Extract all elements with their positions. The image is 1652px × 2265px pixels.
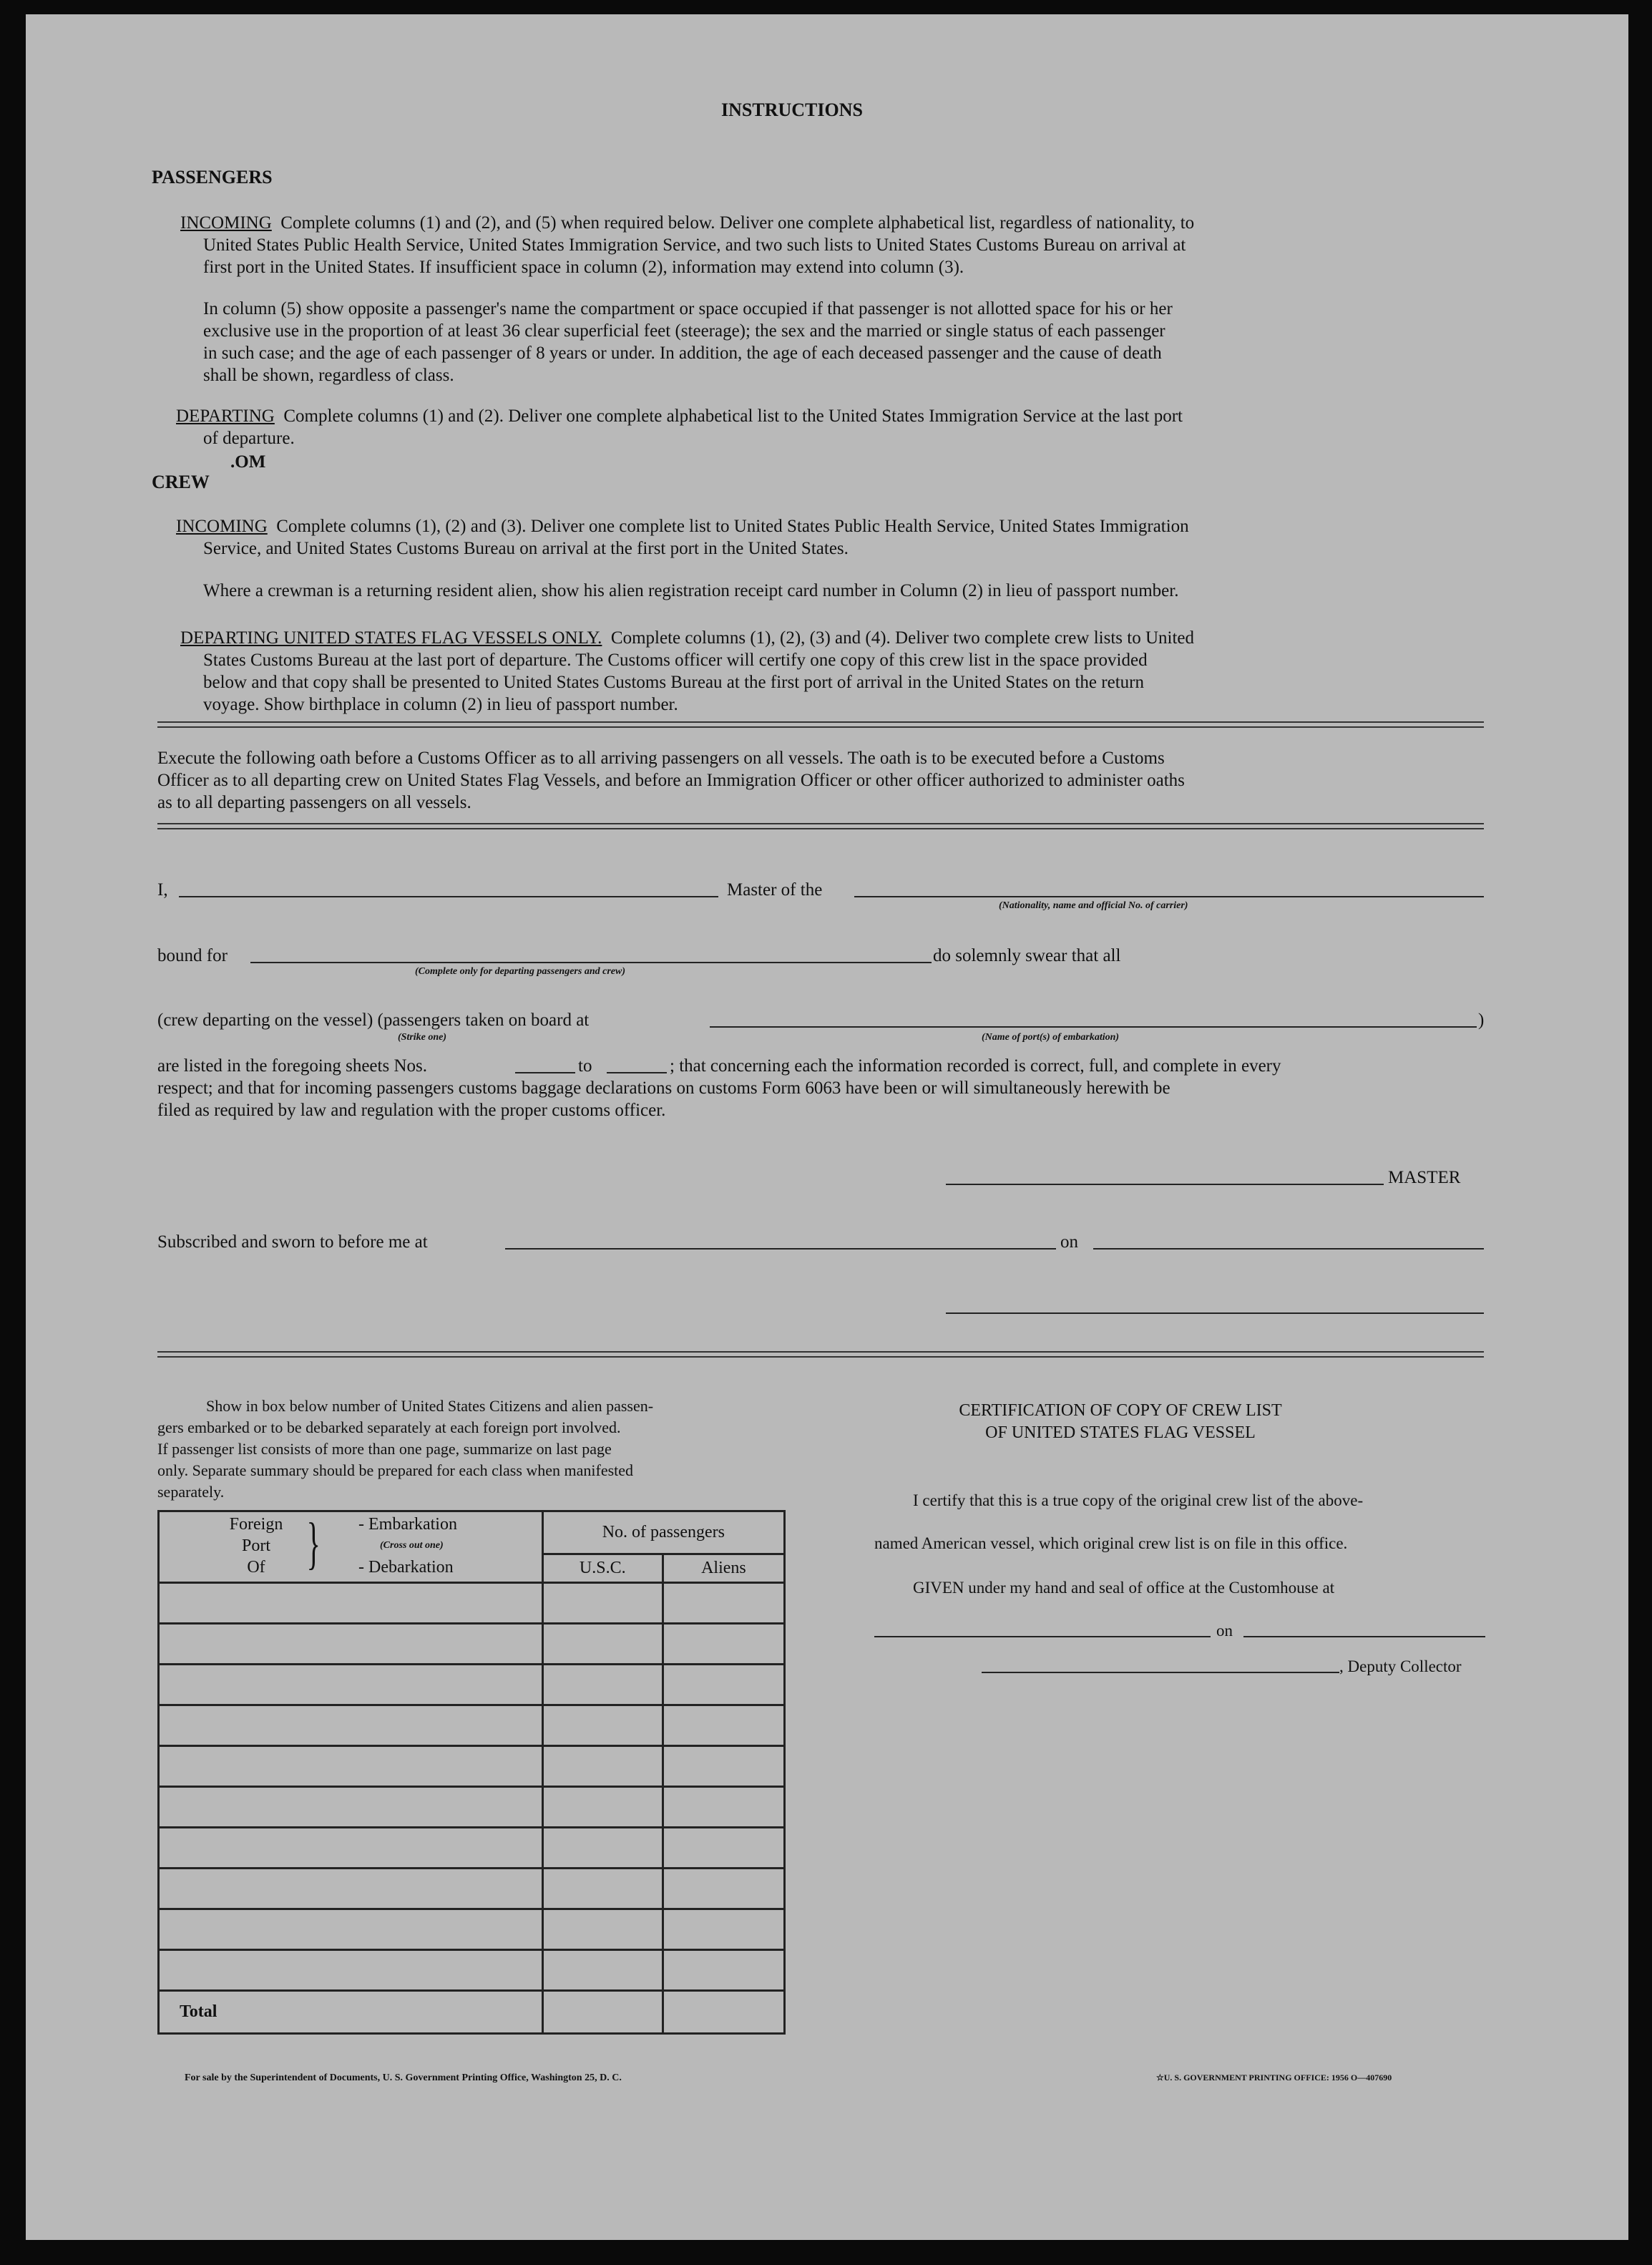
passengers-incoming-l2: United States Public Health Service, United States Immigration Service, and two such lists to United States Customs Bureau on arrival at xyxy=(203,235,1186,255)
officer-signature-field[interactable] xyxy=(946,1312,1484,1314)
passengers-departing-l1 xyxy=(176,405,1183,427)
crew-incoming-l1 xyxy=(176,515,1189,537)
bound-for-field[interactable] xyxy=(250,962,932,963)
filed-text: filed as required by law and regulation with the proper customs officer. xyxy=(157,1101,666,1120)
passengers-departing-label: DEPARTING xyxy=(176,406,275,426)
crew-alien-text: Where a crewman is a returning resident alien, show his alien registration receipt card number in Column (2) in lieu of passport number. xyxy=(203,581,1179,600)
close-paren: ) xyxy=(1478,1010,1485,1030)
column5-text-l3: in such case; and the age of each passenger of 8 years or under. In addition, the age of each deceased passenger and the cause of death xyxy=(203,344,1162,363)
table-row xyxy=(159,1665,785,1705)
aliens-cell[interactable] xyxy=(663,1909,784,1950)
aliens-cell[interactable] xyxy=(663,1950,784,1991)
cross-out-note: (Cross out one) xyxy=(380,1540,444,1551)
oath-intro-l1: Execute the following oath before a Customs Officer as to all arriving passengers on all vessels. The oath is to be executed before a Customs xyxy=(157,749,1165,768)
embarkation-port-field[interactable] xyxy=(710,1026,1477,1028)
listed-text-a: are listed in the foregoing sheets Nos. xyxy=(157,1056,427,1076)
sheet-to-field[interactable] xyxy=(607,1072,667,1073)
master-of-the-label: Master of the xyxy=(727,880,823,900)
master-label: MASTER xyxy=(1388,1168,1461,1187)
usc-cell[interactable] xyxy=(542,1583,663,1624)
embarkation-label: - Embarkation xyxy=(358,1515,457,1534)
summary-intro xyxy=(157,1395,816,1503)
sheet-from-field[interactable] xyxy=(515,1072,575,1073)
crew-incoming-text: Complete columns (1), (2) and (3). Deliver one complete list to United States Public Health Service, United States Immigration xyxy=(276,517,1189,536)
of-label: Of xyxy=(247,1558,265,1577)
table-row xyxy=(159,1583,785,1624)
aliens-total-cell[interactable] xyxy=(663,1991,784,2034)
oath-intro-l3: as to all departing passengers on all vessels. xyxy=(157,793,471,812)
subscribed-label: Subscribed and sworn to before me at xyxy=(157,1232,428,1252)
total-label: Total xyxy=(159,1991,543,2034)
certification-on-label: on xyxy=(1216,1622,1233,1640)
passengers-incoming-label: INCOMING xyxy=(180,213,272,233)
table-row xyxy=(159,1787,785,1828)
deputy-collector-signature-field[interactable] xyxy=(982,1672,1339,1673)
usc-cell[interactable] xyxy=(542,1869,663,1909)
sworn-date-field[interactable] xyxy=(1093,1248,1484,1250)
aliens-cell[interactable] xyxy=(663,1624,784,1665)
usc-cell[interactable] xyxy=(542,1746,663,1787)
usc-cell[interactable] xyxy=(542,1787,663,1828)
usc-cell[interactable] xyxy=(542,1909,663,1950)
aliens-cell[interactable] xyxy=(663,1665,784,1705)
oath-intro-l2: Officer as to all departing crew on United States Flag Vessels, and before an Immigration Officer or other officer authorized to administer oaths xyxy=(157,771,1185,790)
usc-cell[interactable] xyxy=(542,1705,663,1746)
respect-text: respect; and that for incoming passengers customs baggage declarations on customs Form 6063 have been or will simultaneously herewith be xyxy=(157,1078,1170,1098)
carrier-field[interactable] xyxy=(854,896,1484,897)
listed-text-b: ; that concerning each the information recorded is correct, full, and complete in every xyxy=(670,1056,1281,1076)
port-cell[interactable] xyxy=(159,1665,543,1705)
certification-heading xyxy=(884,1400,1357,1444)
passengers-incoming-l3: first port in the United States. If insufficient space in column (2), information may extend into column (3). xyxy=(203,258,964,277)
sworn-on-label: on xyxy=(1060,1232,1078,1252)
table-row xyxy=(159,1624,785,1665)
port-cell[interactable] xyxy=(159,1869,543,1909)
crew-departing-l2: States Customs Bureau at the last port of departure. The Customs officer will certify one copy of this crew list in the space provided xyxy=(203,651,1148,670)
certification-l1: I certify that this is a true copy of the original crew list of the above- xyxy=(913,1491,1364,1509)
table-row xyxy=(159,1705,785,1746)
page-title: INSTRUCTIONS xyxy=(721,99,863,120)
crew-heading: CREW xyxy=(152,472,210,492)
stray-mark: .OM xyxy=(230,452,266,472)
section-divider xyxy=(157,1351,1484,1358)
crew-departing-label: DEPARTING UNITED STATES FLAG VESSELS ONLY. xyxy=(180,628,602,648)
passengers-heading: PASSENGERS xyxy=(152,167,273,187)
master-signature-field[interactable] xyxy=(946,1184,1384,1185)
certification-l2: named American vessel, which original crew list is on file in this office. xyxy=(874,1534,1348,1552)
strike-one-note: (Strike one) xyxy=(398,1032,447,1043)
passengers-incoming-text: Complete columns (1) and (2), and (5) when required below. Deliver one complete alphabetical list, regardless of nationality, to xyxy=(280,213,1195,233)
port-header-cell: Foreign Port Of } - Embarkation (Cross out one) - Debarkation xyxy=(159,1511,543,1583)
section-divider xyxy=(157,721,1484,728)
do-solemnly-text: do solemnly swear that all xyxy=(933,946,1121,965)
debarkation-label: - Debarkation xyxy=(358,1558,454,1577)
usc-total-cell[interactable] xyxy=(542,1991,663,2034)
footer-left: For sale by the Superintendent of Documents, U. S. Government Printing Office, Washington 25, D. C. xyxy=(185,2072,622,2083)
usc-cell[interactable] xyxy=(542,1828,663,1869)
column5-text-l4: shall be shown, regardless of class. xyxy=(203,366,454,385)
summary-intro-l3: If passenger list consists of more than one page, summarize on last page xyxy=(157,1440,612,1458)
port-cell[interactable] xyxy=(159,1787,543,1828)
port-cell[interactable] xyxy=(159,1624,543,1665)
aliens-cell[interactable] xyxy=(663,1705,784,1746)
aliens-cell[interactable] xyxy=(663,1787,784,1828)
aliens-cell[interactable] xyxy=(663,1828,784,1869)
summary-intro-l5: separately. xyxy=(157,1483,225,1501)
section-divider xyxy=(157,823,1484,829)
port-cell[interactable] xyxy=(159,1746,543,1787)
summary-intro-l4: only. Separate summary should be prepared for each class when manifested xyxy=(157,1461,634,1479)
table-row xyxy=(159,1746,785,1787)
port-cell[interactable] xyxy=(159,1705,543,1746)
crew-departing-strike-text: (crew departing on the vessel) (passengers taken on board at xyxy=(157,1010,590,1030)
deputy-collector-label: , Deputy Collector xyxy=(1339,1657,1462,1675)
aliens-cell[interactable] xyxy=(663,1746,784,1787)
certification-l3: GIVEN under my hand and seal of office at the Customhouse at xyxy=(913,1579,1335,1597)
table-row xyxy=(159,1909,785,1950)
foreign-label: Foreign xyxy=(229,1515,283,1534)
certification-heading-l2: OF UNITED STATES FLAG VESSEL xyxy=(985,1423,1256,1442)
passengers-departing-text: Complete columns (1) and (2). Deliver one complete alphabetical list to the United States Immigration Service at the last port xyxy=(283,406,1183,426)
crew-incoming-label: INCOMING xyxy=(176,517,268,536)
port-cell[interactable] xyxy=(159,1909,543,1950)
nationality-note: (Nationality, name and official No. of carrier) xyxy=(999,900,1188,911)
table-row xyxy=(159,1869,785,1909)
usc-cell[interactable] xyxy=(542,1665,663,1705)
usc-cell[interactable] xyxy=(542,1624,663,1665)
name-of-ports-note: (Name of port(s) of embarkation) xyxy=(982,1032,1120,1043)
sworn-place-field[interactable] xyxy=(505,1248,1056,1250)
listed-to-label: to xyxy=(578,1056,592,1076)
complete-only-note: (Complete only for departing passengers and crew) xyxy=(415,966,625,977)
usc-header: U.S.C. xyxy=(542,1554,663,1583)
total-row xyxy=(159,1991,785,2034)
crew-departing-l1 xyxy=(180,627,1194,649)
aliens-header: Aliens xyxy=(663,1554,784,1583)
summary-intro-l2: gers embarked or to be debarked separately at each foreign port involved. xyxy=(157,1418,621,1436)
usc-cell[interactable] xyxy=(542,1950,663,1991)
crew-departing-l3: below and that copy shall be presented to United States Customs Bureau at the first port of arrival in the United States on the return xyxy=(203,673,1144,692)
passengers-departing-l2: of departure. xyxy=(203,429,295,448)
aliens-cell[interactable] xyxy=(663,1583,784,1624)
port-cell[interactable] xyxy=(159,1950,543,1991)
crew-departing-text: Complete columns (1), (2), (3) and (4). Deliver two complete crew lists to United xyxy=(610,628,1194,648)
column5-text-l2: exclusive use in the proportion of at least 36 clear superficial feet (steerage); the sex and the married or single status of each passenger xyxy=(203,321,1165,341)
form-page xyxy=(26,14,1628,2240)
column5-text-l1: In column (5) show opposite a passenger's name the compartment or space occupied if that passenger is not allotted space for his or her xyxy=(203,299,1173,318)
port-cell[interactable] xyxy=(159,1828,543,1869)
port-label: Port xyxy=(241,1536,270,1555)
aliens-cell[interactable] xyxy=(663,1869,784,1909)
no-of-passengers-header: No. of passengers xyxy=(542,1511,784,1554)
port-cell[interactable] xyxy=(159,1583,543,1624)
certification-heading-l1: CERTIFICATION OF COPY OF CREW LIST xyxy=(959,1401,1282,1420)
master-name-field[interactable] xyxy=(179,896,718,897)
crew-departing-l4: voyage. Show birthplace in column (2) in lieu of passport number. xyxy=(203,695,678,714)
table-row xyxy=(159,1828,785,1869)
summary-intro-l1: Show in box below number of United States Citizens and alien passen- xyxy=(206,1397,654,1415)
bound-for-label: bound for xyxy=(157,946,228,965)
passengers-incoming-l1 xyxy=(180,212,1194,234)
table-row xyxy=(159,1950,785,1991)
passenger-summary-table xyxy=(157,1510,786,2035)
crew-incoming-l2: Service, and United States Customs Bureau on arrival at the first port in the United States. xyxy=(203,539,849,558)
oath-i-label: I, xyxy=(157,880,168,900)
customhouse-field[interactable] xyxy=(874,1636,1211,1637)
certification-date-field[interactable] xyxy=(1243,1636,1485,1637)
footer-right: ☆U. S. GOVERNMENT PRINTING OFFICE: 1956 O—407690 xyxy=(1156,2072,1392,2083)
